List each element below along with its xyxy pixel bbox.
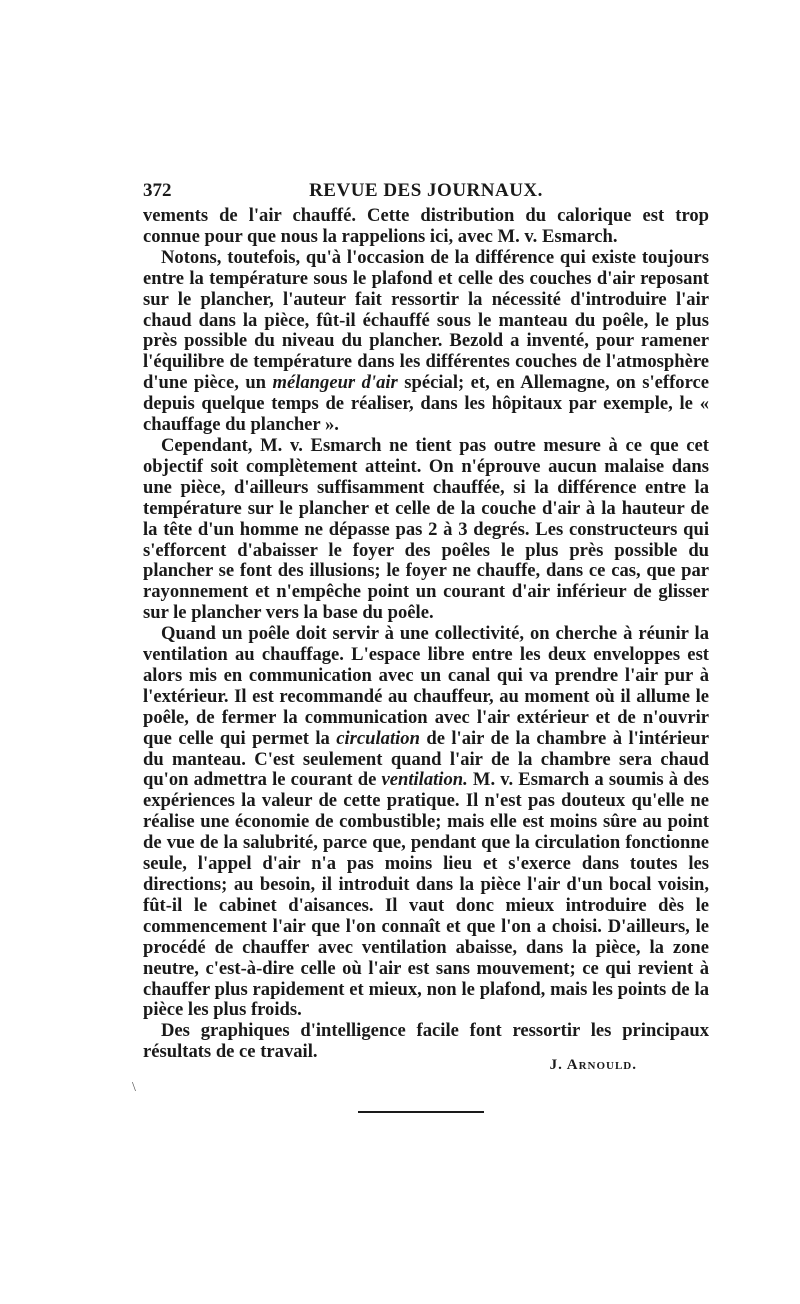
paragraph-text: de l'air de la chambre à l'intérieur du manteau. C'est seulement quand l'air de la chambre sera chaud qu'on admettra le courant de [143, 727, 710, 791]
italic-term: ventilation. [381, 769, 468, 791]
paragraph [143, 248, 709, 436]
author-name: J. Arnould. [549, 1057, 637, 1073]
page-number: 372 [143, 180, 172, 201]
paragraph [143, 436, 709, 624]
stray-mark: \ [132, 1080, 136, 1095]
paragraph-text: Notons, toutefois, qu'à l'occasion de la différence qui existe toujours entre la température sous le plafond et celle des couches d'air reposant sur le plancher, l'auteur fait ressortir la nécessité d'introduire l'air chaud dans la pièce, fût-il échauffé sous le manteau du poêle, le plus près possible du niveau du plancher. Bezold a inventé, pour ramener l'équilibre de température dans les différentes couches de l'atmosphère d'une pièce, un [143, 246, 709, 394]
paragraph-text: Des graphiques d'intelligence facile font ressortir les principaux résultats de ce travail. [143, 1020, 709, 1063]
running-head [143, 180, 709, 206]
paragraph-text: Quand un poêle doit servir à une collectivité, on cherche à réunir la ventilation au chauffage. L'espace libre entre les deux enveloppes est alors mis en communication avec un canal qui va prendre l'air pur à l'extérieur. Il est recommandé au chauffeur, au moment où il allume le poêle, de fermer la communication avec l'air extérieur et de n'ouvrir que celle qui permet la [143, 623, 709, 749]
paragraph [143, 206, 709, 248]
paragraph-text: spécial; et, en Allemagne, on s'efforce depuis quelque temps de réaliser, dans les hôpitaux par exemple, le « chauffage du plancher ». [143, 372, 709, 436]
journal-title: REVUE DES JOURNAUX. [309, 180, 543, 201]
article-body [143, 206, 709, 1063]
paragraph-text: M. v. Esmarch a soumis à des expériences la valeur de cette pratique. Il n'est pas douteux qu'elle ne réalise une économie de combustible; mais elle est moins sûre au point de vue de la salubrité, parce que, pendant que la circulation fonctionne seule, l'appel d'air n'a pas moins lieu et s'exerce dans toutes les directions; au besoin, il introduit dans la pièce l'air d'un bocal voisin, fût-il le cabinet d'aisances. Il vaut donc mieux introduire dès le commencement l'air que l'on connaît et que l'on a choisi. D'ailleurs, le procédé de chauffer avec ventilation abaisse, dans la pièce, la zone neutre, c'est-à-dire celle où l'air est sans mouvement; ce qui revient à chauffer plus rapidement et mieux, non le plafond, mais les points de la pièce les plus froids. [143, 769, 709, 1021]
author-signature [143, 1057, 637, 1074]
paragraph-text: vements de l'air chauffé. Cette distribution du calorique est trop connue pour que nous la rappelions ici, avec M. v. Esmarch. [143, 205, 709, 247]
paragraph [143, 624, 709, 1021]
italic-term: circulation [336, 727, 420, 749]
italic-term: mélangeur d'air [272, 372, 398, 394]
paragraph-text: Cependant, M. v. Esmarch ne tient pas outre mesure à ce que cet objectif soit complètement atteint. On n'éprouve aucun malaise dans une pièce, d'ailleurs suffisamment chauffée, si la différence entre la température sur le plancher et celle de la couche d'air à la hauteur de la tête d'un homme ne dépasse pas 2 à 3 degrés. Les constructeurs qui s'efforcent d'abaisser le foyer des poêles le plus près possible du plancher se font des illusions; le foyer ne chauffe, dans ce cas, que par rayonnement et n'empêche point un courant d'air inférieur de glisser sur le plancher vers la base du poêle. [143, 434, 709, 624]
section-divider [358, 1111, 484, 1113]
